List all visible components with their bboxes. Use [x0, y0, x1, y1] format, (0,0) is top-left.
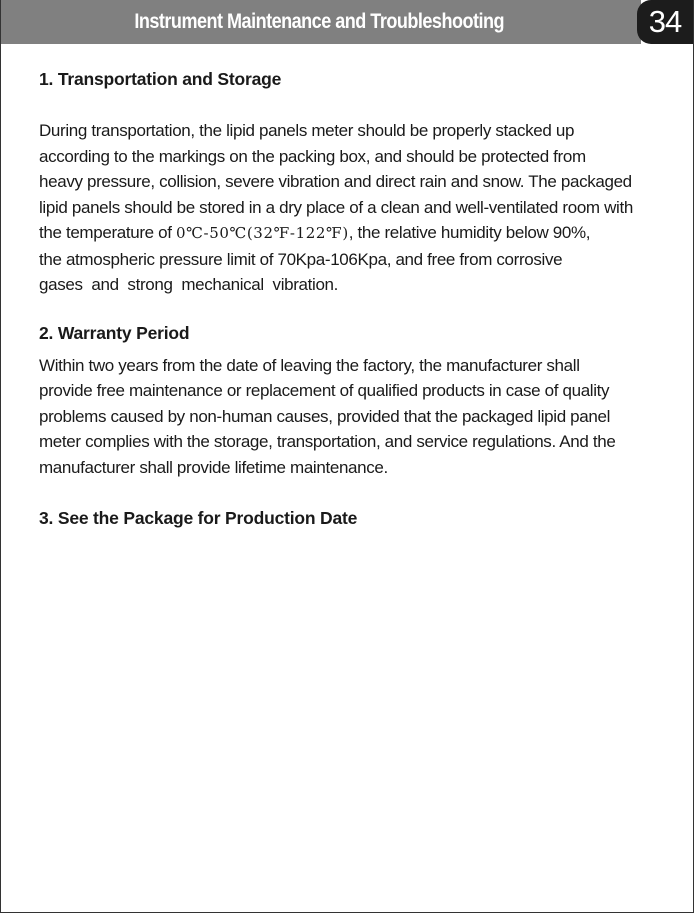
page-number: 34 [648, 4, 682, 39]
paragraph-line: lipid panels should be stored in a dry place of a clean and well-ventilated room with [39, 197, 633, 217]
paragraph-line: according to the markings on the packing box, and should be protected from [39, 146, 586, 166]
paragraph-line: problems caused by non-human causes, provided that the packaged lipid panel [39, 406, 611, 426]
section-heading-warranty: 2. Warranty Period [39, 322, 190, 343]
section-heading-transportation: 1. Transportation and Storage [39, 69, 282, 89]
section-heading-production-date: 3. See the Package for Production Date [39, 508, 358, 528]
paragraph-line: provide free maintenance or replacement of qualified products in case of quality [39, 381, 610, 400]
temperature-lead-text: the temperature of [39, 223, 176, 242]
paragraph-line: heavy pressure, collision, severe vibration and direct rain and snow. The packaged [39, 172, 632, 191]
page-number-badge [637, 0, 693, 44]
humidity-text: , the relative humidity below 90%, [348, 223, 591, 242]
paragraph-line: meter complies with the storage, transportation, and service regulations. And the [39, 432, 616, 451]
paragraph-line: gases and strong mechanical vibration. [39, 275, 339, 294]
paragraph-line: manufacturer shall provide lifetime maintenance. [39, 457, 388, 477]
document-body [39, 64, 679, 531]
section-paragraph-transportation [39, 118, 679, 298]
paragraph-line: Within two years from the date of leaving the factory, the manufacturer shall [39, 355, 580, 375]
paragraph-line: During transportation, the lipid panels meter should be properly stacked up [39, 121, 575, 140]
section-paragraph-warranty [39, 353, 679, 481]
paragraph-line: the atmospheric pressure limit of 70Kpa-106Kpa, and free from corrosive [39, 249, 563, 269]
paragraph-line-temperature [39, 220, 679, 247]
page-title: Instrument Maintenance and Troubleshooting [134, 10, 505, 33]
temperature-range: 0℃-50℃(32℉-122℉) [176, 224, 349, 242]
